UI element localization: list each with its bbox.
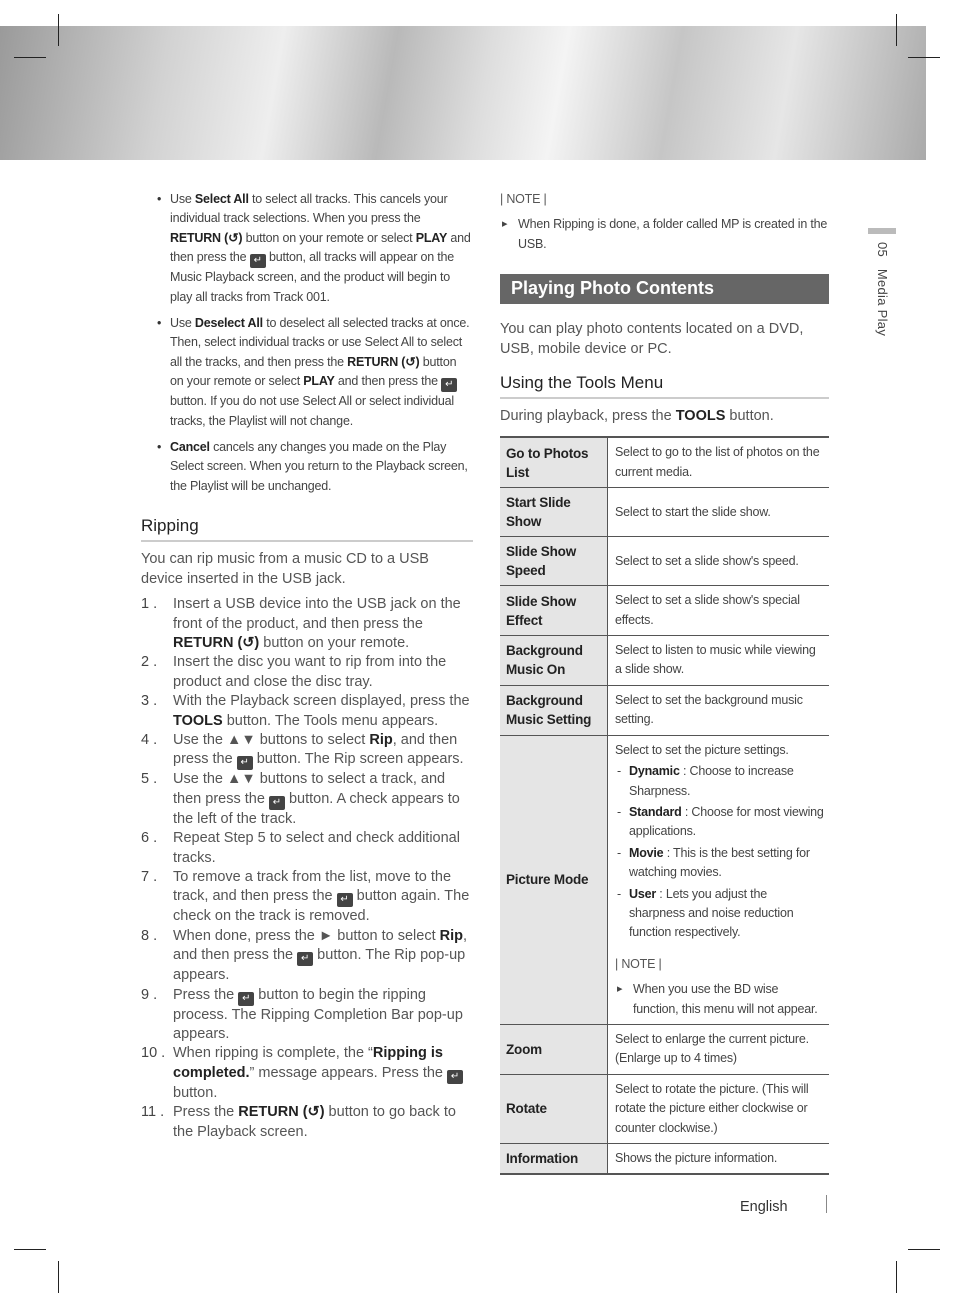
row-value: Select to start the slide show.: [608, 488, 830, 537]
option-desc: : Choose for most viewing applications.: [629, 804, 824, 839]
row-value: Select to listen to music while viewing a slide show.: [608, 636, 830, 686]
step-text: button again. The check on the track is removed.: [173, 888, 470, 925]
step-number: 3 .: [141, 693, 158, 710]
step-item: [141, 927, 473, 986]
row-value: Select to rotate the picture. (This will rotate the picture either clockwise or counter clockwise.): [608, 1074, 830, 1143]
step-text: Repeat Step 5 to select and check additional tracks.: [173, 830, 460, 866]
tools-menu-table: [500, 436, 829, 1175]
list-item: [615, 844, 824, 883]
row-value: Select to set a slide show's speed.: [608, 537, 830, 586]
option-name: User: [629, 886, 656, 901]
section-intro: You can play photo contents located on a DVD, USB, mobile device or PC.: [500, 321, 804, 357]
side-tab-bar: [868, 228, 896, 234]
note-label: | NOTE |: [500, 192, 547, 206]
table-row: [500, 685, 829, 735]
row-value: Select to set a slide show's special effects.: [608, 586, 830, 636]
step-emphasis: Rip: [439, 927, 464, 944]
crop-mark: [908, 1249, 940, 1250]
table-row: [500, 735, 829, 1024]
list-item: [615, 762, 824, 801]
row-value: Select to set the background music setting.: [608, 685, 830, 735]
row-key: Slide Show Effect: [500, 586, 608, 636]
step-item: [141, 692, 473, 731]
table-row: [500, 586, 829, 636]
bullet-text: to deselect all selected tracks at once. Then, select individual tracks or use Select All to select all the tracks, and then press the: [170, 316, 470, 369]
step-number: 9 .: [141, 986, 158, 1003]
play-label: PLAY: [415, 230, 448, 245]
bullet-term: Deselect All: [194, 316, 263, 331]
row-key: Information: [500, 1144, 608, 1175]
row-key: Rotate: [500, 1074, 608, 1143]
step-text: button. A check appears to the left of the track.: [173, 790, 460, 827]
enter-icon: ↵: [237, 756, 253, 770]
enter-icon: ↵: [447, 1070, 463, 1084]
header-banner: [0, 26, 926, 160]
section-title: Playing Photo Contents: [500, 274, 829, 304]
picture-mode-options: [615, 762, 824, 943]
step-item: [141, 731, 473, 770]
enter-icon: ↵: [441, 378, 457, 392]
row-key: Background Music Setting: [500, 685, 608, 735]
step-text: When done, press the ► button to select: [173, 927, 440, 944]
bullet-text: and then press the: [170, 230, 471, 265]
tools-intro: [500, 407, 829, 426]
crop-mark: [58, 14, 59, 46]
option-desc: : Choose to increase Sharpness.: [629, 764, 794, 798]
step-number: 5 .: [141, 771, 158, 788]
row-key: Slide Show Speed: [500, 537, 608, 586]
bullet-term: Select All: [194, 192, 249, 206]
table-row: [500, 1024, 829, 1074]
row-value: Select to go to the list of photos on the current media.: [608, 437, 830, 487]
note-text: ▸ When Ripping is done, a folder called MP is created in the USB.: [500, 215, 829, 254]
footer-language: English: [740, 1199, 788, 1215]
step-emphasis: TOOLS: [173, 712, 223, 729]
row-key: Go to Photos List: [500, 437, 608, 487]
enter-icon: ↵: [297, 952, 313, 966]
option-name: Standard: [629, 804, 682, 819]
crop-mark: [14, 57, 46, 58]
bullet-select-all: [141, 190, 473, 307]
step-number: 11 .: [141, 1104, 165, 1121]
step-text: To remove a track from the list, move to the track, and then press the: [173, 868, 452, 905]
crop-mark: [896, 1261, 897, 1293]
list-item: [615, 885, 824, 943]
table-row: [500, 1144, 829, 1175]
option-desc: : Lets you adjust the sharpness and noise reduction function respectively.: [629, 886, 794, 940]
step-item: [141, 1044, 473, 1103]
step-number: 1 .: [141, 596, 158, 613]
step-item: [141, 986, 473, 1045]
tools-intro-text: button.: [725, 408, 774, 425]
table-row: [500, 537, 829, 586]
step-emphasis: Ripping is completed.: [173, 1045, 443, 1081]
step-text: When ripping is complete, the “: [173, 1045, 373, 1062]
step-number: 2 .: [141, 654, 158, 671]
step-number: 10 .: [141, 1045, 166, 1062]
step-text: button. The Tools menu appears.: [222, 712, 439, 729]
row-value: Shows the picture information.: [608, 1144, 830, 1175]
row-key: Zoom: [500, 1024, 608, 1074]
step-item: [141, 868, 473, 927]
ripping-steps: [141, 595, 473, 1142]
enter-icon: ↵: [337, 893, 353, 907]
step-text: With the Playback screen displayed, press the: [173, 693, 470, 710]
bullet-text: and then press the: [334, 374, 442, 389]
tools-label: TOOLS: [675, 408, 726, 425]
row-key: Background Music On: [500, 636, 608, 686]
ripping-intro: You can rip music from a music CD to a USB device inserted in the USB jack.: [141, 551, 429, 587]
crop-mark: [908, 57, 940, 58]
option-desc: : This is the best setting for watching movies.: [629, 845, 810, 880]
bullet-text: Use: [170, 192, 195, 206]
step-text: Press the: [173, 1104, 239, 1121]
step-number: 8 .: [141, 927, 158, 944]
picture-mode-intro: Select to set the picture settings.: [615, 742, 789, 757]
step-text: Insert a USB device into the USB jack on the front of the product, and then press the: [173, 596, 461, 632]
row-value: Select to enlarge the current picture. (Enlarge up to 4 times): [608, 1024, 830, 1074]
step-text: , and then press the: [173, 731, 458, 768]
table-row: [500, 1074, 829, 1143]
step-text: button. The Rip screen appears.: [252, 751, 464, 768]
picture-mode-note-text: ▸ When you use the BD wise function, this menu will not appear.: [615, 980, 824, 1019]
step-emphasis: Rip: [369, 731, 393, 748]
chapter-number: 05: [875, 242, 890, 258]
list-item: [615, 803, 824, 842]
bullet-text: to select all tracks. This cancels your individual track selections. When you press the: [170, 192, 448, 226]
step-item: [141, 770, 473, 829]
ripping-heading: Ripping: [141, 516, 473, 542]
step-item: [141, 653, 473, 692]
step-text: button to go back to the Playback screen.: [173, 1104, 456, 1140]
chapter-side-tab: [868, 228, 896, 337]
crop-mark: [14, 1249, 46, 1250]
step-text: Use the ▲▼ buttons to select a track, and then press the: [173, 771, 446, 807]
bullet-deselect-all: [141, 314, 473, 431]
side-tab-label: [875, 242, 890, 336]
option-name: Dynamic: [629, 764, 680, 779]
footer-divider: [826, 1195, 827, 1213]
bullet-text: cancels any changes you made on the Play Select screen. When you return to the Playback screen, the Playlist will be unchanged.: [170, 440, 468, 493]
right-column: [500, 190, 829, 1175]
enter-icon: ↵: [250, 254, 266, 268]
step-item: [141, 1103, 473, 1142]
picture-mode-note-label: | NOTE |: [615, 956, 662, 971]
enter-icon: ↵: [238, 992, 254, 1006]
step-number: 7 .: [141, 868, 158, 885]
bullet-text: button on your remote or select: [242, 230, 416, 245]
left-column: [141, 190, 473, 1142]
return-label: RETURN (↺): [170, 230, 243, 245]
step-text: button on your remote.: [259, 634, 410, 651]
step-item: [141, 829, 473, 868]
step-text: button. The Rip pop-up appears.: [173, 947, 466, 984]
step-emphasis: RETURN (↺): [173, 634, 260, 651]
crop-mark: [58, 1261, 59, 1293]
step-text: button.: [173, 1084, 218, 1101]
enter-icon: ↵: [269, 796, 285, 810]
chapter-title: Media Play: [875, 268, 890, 337]
table-row: [500, 636, 829, 686]
step-emphasis: RETURN (↺): [238, 1104, 325, 1121]
bullet-term: Cancel: [170, 440, 210, 455]
row-value: [608, 735, 830, 1024]
tools-intro-text: During playback, press the: [500, 408, 676, 425]
table-row: [500, 437, 829, 487]
bullet-cancel: [141, 438, 473, 496]
bullet-text: button. If you do not use Select All or select individual tracks, the Playlist will not change.: [170, 394, 454, 428]
table-row: [500, 488, 829, 537]
bullet-text: button, all tracks will appear on the Music Playback screen, and the product will begin to play all tracks from Track 001.: [170, 250, 455, 304]
step-item: [141, 595, 473, 653]
step-number: 4 .: [141, 731, 158, 748]
step-text: ” message appears. Press the: [249, 1064, 448, 1081]
play-select-bullets: [141, 190, 473, 496]
step-text: Use the ▲▼ buttons to select: [173, 731, 370, 748]
step-text: , and then press the: [173, 927, 468, 964]
step-number: 6 .: [141, 830, 158, 847]
tools-heading: Using the Tools Menu: [500, 373, 829, 399]
step-text: Press the: [173, 986, 239, 1003]
row-key: Picture Mode: [500, 735, 608, 1024]
crop-mark: [896, 14, 897, 46]
bullet-text: Use: [170, 316, 195, 331]
step-text: Insert the disc you want to rip from into the product and close the disc tray.: [173, 654, 447, 690]
play-label: PLAY: [303, 374, 335, 389]
return-label: RETURN (↺): [347, 354, 420, 369]
option-name: Movie: [629, 845, 664, 860]
bullet-text: button on your remote or select: [170, 354, 457, 389]
row-key: Start Slide Show: [500, 488, 608, 537]
step-text: button to begin the ripping process. The Ripping Completion Bar pop-up appears.: [173, 986, 463, 1042]
